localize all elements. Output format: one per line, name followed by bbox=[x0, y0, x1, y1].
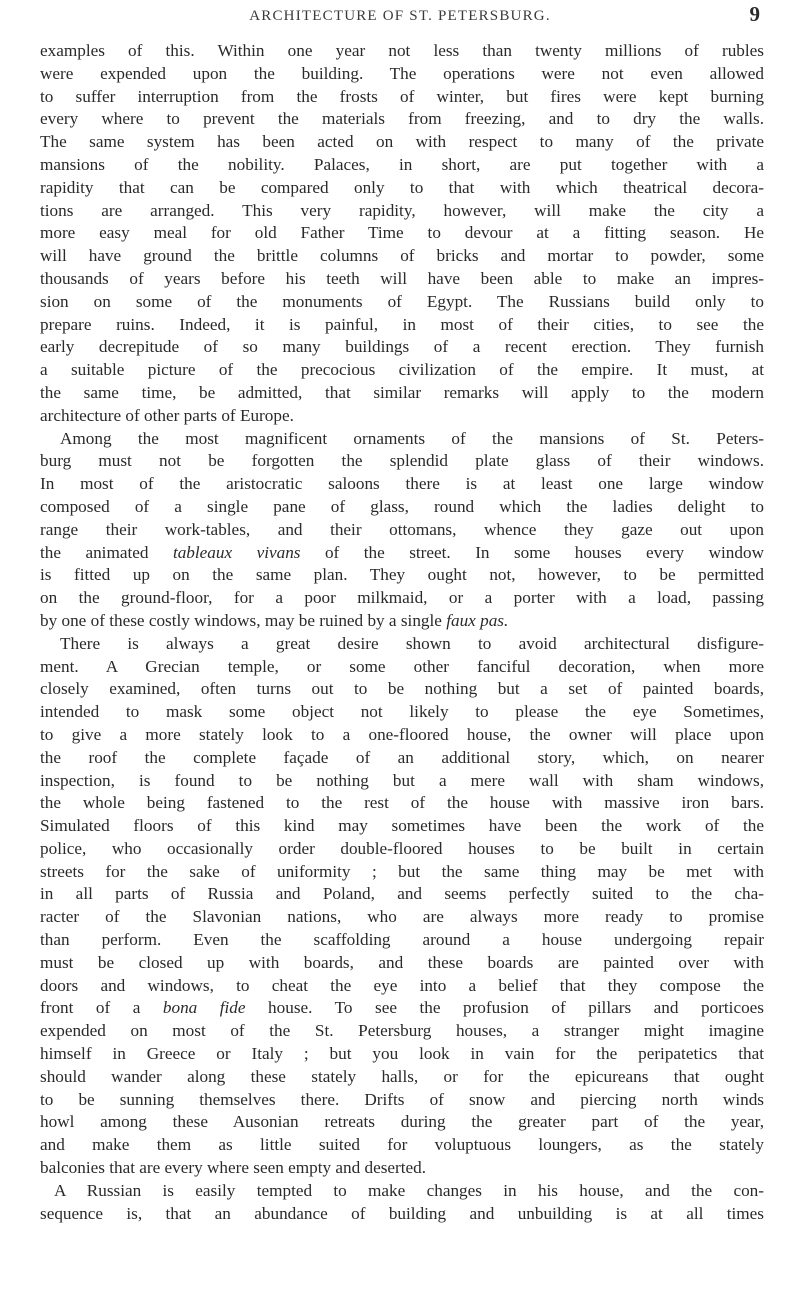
text-line bbox=[40, 929, 764, 952]
text-segment: in all parts of Russia and Poland, and seems perfectly suited to the cha- bbox=[40, 884, 764, 904]
text-segment: There is always a great desire shown to avoid architectural disfigure- bbox=[60, 633, 764, 653]
text-line bbox=[40, 1203, 764, 1226]
text-line bbox=[40, 542, 764, 565]
text-line bbox=[40, 428, 764, 451]
text-segment: a suitable picture of the precocious civilization of the empire. It must, at bbox=[40, 360, 764, 380]
text-line bbox=[40, 906, 764, 929]
body-text bbox=[40, 40, 764, 1225]
text-segment: doors and windows, to cheat the eye into a belief that they compose the bbox=[40, 975, 764, 995]
text-segment: expended on most of the St. Petersburg houses, a stranger might imagine bbox=[40, 1021, 764, 1041]
text-segment: howl among these Ausonian retreats during the greater part of the year, bbox=[40, 1112, 764, 1132]
italic-phrase: tableaux vivans bbox=[172, 542, 301, 562]
text-line bbox=[40, 564, 764, 587]
text-line bbox=[40, 40, 764, 63]
text-line bbox=[40, 861, 764, 884]
text-line bbox=[40, 747, 764, 770]
text-line bbox=[40, 1157, 764, 1180]
text-line bbox=[40, 770, 764, 793]
text-segment: the roof the complete façade of an additional story, which, on nearer bbox=[40, 747, 764, 767]
text-line bbox=[40, 359, 764, 382]
italic-phrase: faux pas. bbox=[446, 610, 509, 630]
text-segment: to suffer interruption from the frosts of winter, but fires were kept burning bbox=[40, 86, 764, 106]
text-line bbox=[40, 792, 764, 815]
text-line bbox=[40, 131, 764, 154]
text-segment: A Russian is easily tempted to make changes in his house, and the con- bbox=[54, 1180, 764, 1200]
text-line bbox=[40, 245, 764, 268]
text-segment: inspection, is found to be nothing but a mere wall with sham windows, bbox=[40, 770, 764, 790]
text-segment: thousands of years before his teeth will have been able to make an impres- bbox=[40, 268, 764, 288]
text-segment: and make them as little suited for voluptuous loungers, as the stately bbox=[40, 1135, 764, 1155]
text-line bbox=[40, 883, 764, 906]
text-segment: streets for the sake of uniformity ; but the same thing may be met with bbox=[40, 861, 764, 881]
text-line bbox=[40, 678, 764, 701]
text-segment: balconies that are every where seen empty and deserted. bbox=[40, 1158, 427, 1178]
text-segment: were expended upon the building. The operations were not even allowed bbox=[40, 63, 764, 83]
text-segment: police, who occasionally order double-floored houses to be built in certain bbox=[40, 838, 764, 858]
text-segment: the same time, be admitted, that similar remarks will apply to the modern bbox=[40, 382, 764, 402]
text-segment: sion on some of the monuments of Egypt. The Russians build only to bbox=[40, 291, 764, 311]
text-line bbox=[40, 975, 764, 998]
text-segment: should wander along these stately halls, or for the epicureans that ought bbox=[40, 1066, 764, 1086]
text-segment: more easy meal for old Father Time to devour at a fitting season. He bbox=[40, 223, 764, 243]
text-segment: is fitted up on the same plan. They ought not, however, to be permitted bbox=[40, 565, 764, 585]
text-segment: examples of this. Within one year not less than twenty millions of rubles bbox=[40, 41, 764, 60]
text-segment: Among the most magnificent ornaments of the mansions of St. Peters- bbox=[60, 428, 764, 448]
text-line bbox=[40, 701, 764, 724]
italic-phrase: bona fide bbox=[162, 998, 246, 1018]
text-segment: rapidity that can be compared only to that with which theatrical decora- bbox=[40, 177, 764, 197]
text-line bbox=[40, 610, 764, 633]
text-segment: to give a more stately look to a one-floored house, the owner will place upon bbox=[40, 724, 764, 744]
text-line bbox=[40, 336, 764, 359]
text-segment: burg must not be forgotten the splendid plate glass of their windows. bbox=[40, 451, 764, 471]
text-line bbox=[40, 1020, 764, 1043]
text-segment: The same system has been acted on with respect to many of the private bbox=[40, 132, 764, 152]
text-line bbox=[40, 268, 764, 291]
text-segment: range their work-tables, and their ottomans, whence they gaze out upon bbox=[40, 519, 764, 539]
text-line bbox=[40, 1180, 764, 1203]
text-line bbox=[40, 1111, 764, 1134]
text-line bbox=[40, 587, 764, 610]
text-line bbox=[40, 108, 764, 131]
text-segment: the animated bbox=[40, 542, 173, 562]
text-line bbox=[40, 154, 764, 177]
page-number: 9 bbox=[749, 2, 760, 26]
text-line bbox=[40, 633, 764, 656]
text-segment: than perform. Even the scaffolding around a house undergoing repair bbox=[40, 930, 764, 950]
text-segment: sequence is, that an abundance of building and unbuilding is at all times bbox=[40, 1203, 764, 1223]
text-segment: composed of a single pane of glass, round which the ladies delight to bbox=[40, 496, 764, 516]
text-line bbox=[40, 200, 764, 223]
text-line bbox=[40, 1134, 764, 1157]
text-line bbox=[40, 656, 764, 679]
text-segment: of the street. In some houses every window bbox=[300, 542, 764, 562]
text-segment: In most of the aristocratic saloons there is at least one large window bbox=[40, 474, 764, 494]
text-segment: early decrepitude of so many buildings of a recent erection. They furnish bbox=[40, 337, 764, 357]
text-line bbox=[40, 724, 764, 747]
text-segment: to be sunning themselves there. Drifts of snow and piercing north winds bbox=[40, 1089, 764, 1109]
text-segment: closely examined, often turns out to be nothing but a set of painted boards, bbox=[40, 679, 764, 699]
text-line bbox=[40, 405, 764, 428]
text-segment: front of a bbox=[40, 998, 163, 1018]
text-line bbox=[40, 63, 764, 86]
running-head bbox=[40, 2, 760, 30]
text-line bbox=[40, 86, 764, 109]
text-line bbox=[40, 291, 764, 314]
text-line bbox=[40, 1043, 764, 1066]
text-segment: architecture of other parts of Europe. bbox=[40, 405, 294, 425]
text-line bbox=[40, 952, 764, 975]
text-line bbox=[40, 496, 764, 519]
text-segment: house. To see the profusion of pillars and porticoes bbox=[245, 998, 764, 1018]
text-line bbox=[40, 838, 764, 861]
text-segment: will have ground the brittle columns of bricks and mortar to powder, some bbox=[40, 246, 764, 266]
text-segment: must be closed up with boards, and these boards are painted over with bbox=[40, 952, 764, 972]
text-line bbox=[40, 997, 764, 1020]
text-line bbox=[40, 314, 764, 337]
text-segment: on the ground-floor, for a poor milkmaid, or a porter with a load, passing bbox=[40, 588, 764, 608]
text-segment: intended to mask some object not likely to please the eye Sometimes, bbox=[40, 702, 764, 722]
text-line bbox=[40, 1066, 764, 1089]
text-line bbox=[40, 473, 764, 496]
text-segment: Simulated floors of this kind may sometimes have been the work of the bbox=[40, 816, 764, 836]
text-segment: by one of these costly windows, may be ruined by a single bbox=[40, 610, 447, 630]
text-line bbox=[40, 450, 764, 473]
text-line bbox=[40, 519, 764, 542]
text-line bbox=[40, 177, 764, 200]
text-line bbox=[40, 222, 764, 245]
text-line bbox=[40, 382, 764, 405]
text-line bbox=[40, 1089, 764, 1112]
text-segment: mansions of the nobility. Palaces, in short, are put together with a bbox=[40, 154, 764, 174]
text-segment: ment. A Grecian temple, or some other fanciful decoration, when more bbox=[40, 656, 764, 676]
running-title: ARCHITECTURE OF ST. PETERSBURG. bbox=[249, 8, 551, 24]
text-segment: racter of the Slavonian nations, who are always more ready to promise bbox=[40, 907, 764, 927]
text-segment: himself in Greece or Italy ; but you look in vain for the peripatetics that bbox=[40, 1044, 764, 1064]
text-segment: the whole being fastened to the rest of the house with massive iron bars. bbox=[40, 793, 764, 813]
text-segment: tions are arranged. This very rapidity, however, will make the city a bbox=[40, 200, 764, 220]
text-segment: prepare ruins. Indeed, it is painful, in most of their cities, to see the bbox=[40, 314, 764, 334]
text-line bbox=[40, 815, 764, 838]
text-segment: every where to prevent the materials from freezing, and to dry the walls. bbox=[40, 109, 764, 129]
